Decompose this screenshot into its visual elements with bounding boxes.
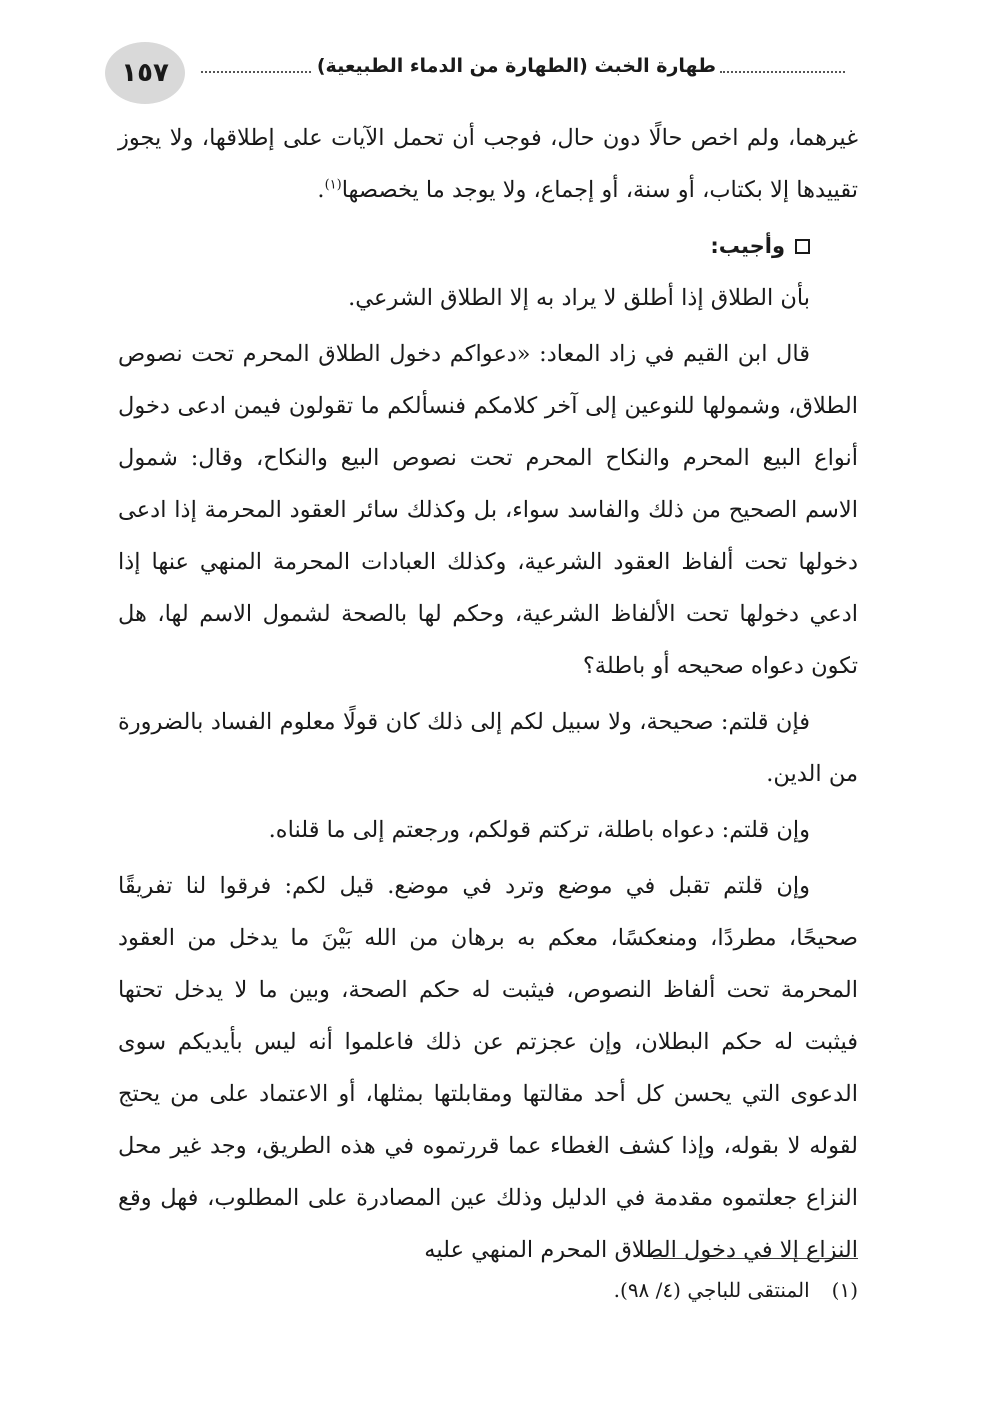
chapter-title: طهارة الخبث (الطهارة من الدماء الطبيعية) <box>316 55 716 77</box>
footnote-ref-1[interactable]: (١) <box>324 177 342 193</box>
footnote-divider <box>653 1258 858 1259</box>
leader-dots-right <box>720 59 845 73</box>
main-text <box>118 112 858 1280</box>
answer-heading-text: وأجيب: <box>710 234 785 258</box>
footnote <box>400 1273 858 1307</box>
paragraph-1-text: غيرهما، ولم اخص حالًا دون حال، فوجب أن تحمل الآيات على إطلاقها، ولا يجوز تقييدها إلا بكتاب، أو سنة، أو إجماع، ولا يوجد ما يخصصها <box>118 125 858 203</box>
paragraph-6: وإن قلتم تقبل في موضع وترد في موضع. قيل لكم: فرقوا لنا تفريقًا صحيحًا، مطردًا، ومنعكسًا، معكم به برهان من الله بَيْنَ ما يدخل من العقود المحرمة تحت ألفاظ النصوص، فيثبت له حكم الصحة، وبين ما لا يدخل تحتها فيثبت له حكم البطلان، وإن عجزتم عن ذلك فاعلموا أنه ليس بأيديكم سوى الدعوى التي يحسن كل أحد مقالتها ومقابلتها بمثلها، أو الاعتماد على من يحتج لقوله لا بقوله، وإذا كشف الغطاء عما قررتموه في هذه الطريق، وجد غير محل النزاع جعلتموه مقدمة في الدليل وذلك عين المصادرة على المطلوب، فهل وقع النزاع إلا في دخول الطلاق المحرم المنهي عليه <box>118 873 858 1263</box>
paragraph-5: وإن قلتم: دعواه باطلة، تركتم قولكم، ورجعتم إلى ما قلناه. <box>268 817 810 843</box>
leader-dots-left <box>201 59 311 73</box>
square-bullet-icon <box>795 239 810 254</box>
paragraph-1 <box>118 112 858 216</box>
page-number-badge: ١٥٧ <box>105 42 185 104</box>
chapter-title-line <box>195 55 845 77</box>
running-header <box>105 42 845 104</box>
footnote-text: المنتقى للباجي (٤/ ٩٨). <box>613 1278 810 1302</box>
answer-heading <box>118 220 810 272</box>
paragraph-1-end: . <box>317 177 325 203</box>
footnote-number: (١) <box>831 1278 858 1302</box>
paragraph-4: فإن قلتم: صحيحة، ولا سبيل لكم إلى ذلك كان قولًا معلوم الفساد بالضرورة من الدين. <box>118 709 858 787</box>
paragraph-3: قال ابن القيم في زاد المعاد: «دعواكم دخول الطلاق المحرم تحت نصوص الطلاق، وشمولها للنوعين إلى آخر كلامكم فنسألكم ما تقولون فيمن ادعى دخول أنواع البيع المحرم والنكاح المحرم تحت نصوص البيع والنكاح، وقال: شمول الاسم الصحيح من ذلك والفاسد سواء، بل وكذلك سائر العقود المحرمة إذا ادعى دخولها تحت ألفاظ العقود الشرعية، وكذلك العبادات المحرمة المنهي عنها إذا ادعي دخولها تحت الألفاظ الشرعية، وحكم لها بالصحة لشمول الاسم لها، هل تكون دعواه صحيحه أو باطلة؟ <box>118 341 858 679</box>
paragraph-2: بأن الطلاق إذا أطلق لا يراد به إلا الطلاق الشرعي. <box>348 285 810 311</box>
